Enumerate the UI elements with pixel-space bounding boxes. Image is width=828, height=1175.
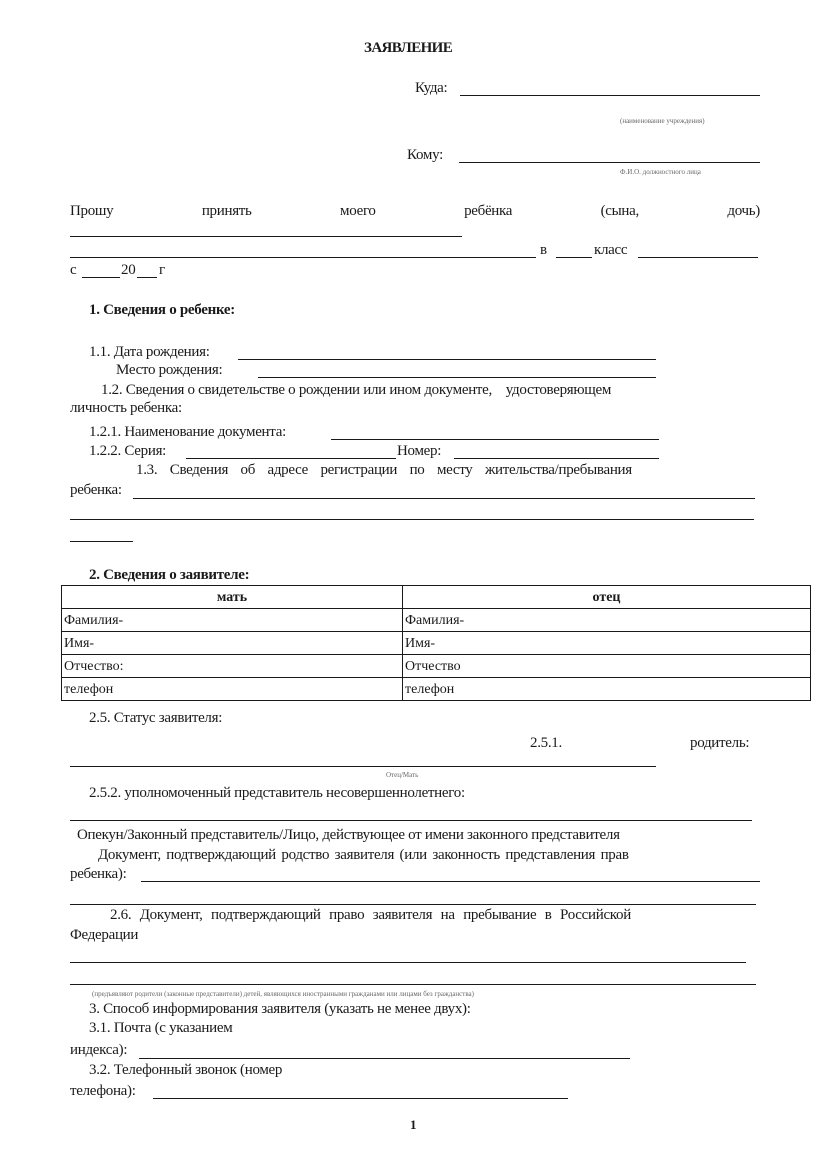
child-name-field-2[interactable] (70, 257, 536, 258)
doc-info-line2: личность ребенка: (70, 400, 182, 416)
section3-heading: 3. Способ информирования заявителя (указать не менее двух): (89, 1001, 471, 1017)
status-label: 2.5. Статус заявителя: (89, 710, 223, 726)
request-word: ребёнка (464, 203, 513, 219)
request-word: (сына, (600, 203, 639, 219)
residence-doc-line2: Федерации (70, 927, 139, 943)
doc-name-field[interactable] (331, 439, 659, 440)
address-line2: ребенка: (70, 482, 122, 498)
column-header-mother: мать (62, 586, 403, 609)
class-number-field[interactable] (556, 257, 592, 258)
request-word: дочь) (727, 203, 760, 219)
class-letter-field[interactable] (638, 257, 758, 258)
father-phone-cell[interactable]: телефон (403, 678, 811, 701)
father-patronymic-cell[interactable]: Отчество (403, 655, 811, 678)
year-field[interactable] (137, 277, 157, 278)
column-header-father: отец (403, 586, 811, 609)
from-label: с (70, 262, 77, 278)
table-header-row (62, 586, 811, 609)
section1-heading: 1. Сведения о ребенке: (89, 302, 235, 318)
series-field[interactable] (186, 458, 396, 459)
table-row (62, 678, 811, 701)
kinship-doc-field-1[interactable] (141, 881, 760, 882)
document-title: ЗАЯВЛЕНИЕ (364, 40, 453, 56)
mail-line2: индекса): (70, 1042, 128, 1058)
address-field-2[interactable] (70, 519, 754, 520)
table-row (62, 632, 811, 655)
residence-doc-field-1[interactable] (70, 962, 746, 963)
to-caption: (наименование учреждения) (620, 117, 705, 125)
kinship-doc-line2: ребенка): (70, 866, 127, 882)
birth-place-label: Место рождения: (116, 362, 223, 378)
phone-field[interactable] (153, 1098, 568, 1099)
mother-surname-cell[interactable]: Фамилия- (62, 609, 403, 632)
kinship-doc-line1: Документ, подтверждающий родство заявителя (или законность представления прав (98, 847, 629, 863)
whom-label: Кому: (407, 147, 443, 163)
mail-field[interactable] (139, 1058, 630, 1059)
table-row (62, 655, 811, 678)
in-label: в (540, 242, 547, 258)
to-field[interactable] (460, 95, 760, 96)
father-surname-cell[interactable]: Фамилия- (403, 609, 811, 632)
address-field-3[interactable] (70, 541, 133, 542)
representative-label: 2.5.2. уполномоченный представитель несовершеннолетнего: (89, 785, 465, 801)
address-field-1[interactable] (133, 498, 755, 499)
residence-doc-field-2[interactable] (70, 984, 756, 985)
request-word: Прошу (70, 203, 114, 219)
mail-line1: 3.1. Почта (с указанием (89, 1020, 233, 1036)
number-label: Номер: (397, 443, 442, 459)
doc-info-line1: 1.2. Сведения о свидетельстве о рождении или ином документе, удостоверяющем (101, 382, 612, 398)
year-label: 20 (121, 262, 136, 278)
table-row (62, 609, 811, 632)
parent-caption: Отец/Мать (386, 771, 419, 779)
representative-field[interactable] (70, 820, 752, 821)
from-date-field[interactable] (82, 277, 120, 278)
child-name-field[interactable] (70, 236, 462, 237)
section2-heading: 2. Сведения о заявителе: (89, 567, 250, 583)
father-name-cell[interactable]: Имя- (403, 632, 811, 655)
series-label: 1.2.2. Серия: (89, 443, 167, 459)
whom-caption: Ф.И.О. должностного лица (620, 168, 701, 176)
to-label: Куда: (415, 80, 448, 96)
birth-date-label: 1.1. Дата рождения: (89, 344, 210, 360)
applicant-table (61, 585, 811, 701)
request-line (70, 203, 760, 220)
number-field[interactable] (454, 458, 659, 459)
year-suffix: г (159, 262, 165, 278)
residence-caption: (предъявляют родители (законные представители) детей, являющихся иностранными гражданами или лицами без гражданства) (92, 990, 474, 998)
parent-label: родитель: (690, 735, 750, 751)
phone-line1: 3.2. Телефонный звонок (номер (89, 1062, 283, 1078)
request-word: принять (201, 203, 252, 219)
kinship-doc-field-2[interactable] (70, 904, 756, 905)
birth-place-field[interactable] (258, 377, 656, 378)
class-label: класс (594, 242, 628, 258)
mother-patronymic-cell[interactable]: Отчество: (62, 655, 403, 678)
representative-caption: Опекун/Законный представитель/Лицо, действующее от имени законного представителя (77, 827, 620, 843)
phone-line2: телефона): (70, 1083, 136, 1099)
residence-doc-line1: 2.6. Документ, подтверждающий право заявителя на пребывание в Российской (110, 907, 631, 923)
address-line1: 1.3. Сведения об адресе регистрации по месту жительства/пребывания (136, 462, 632, 478)
parent-number: 2.5.1. (530, 735, 562, 751)
mother-name-cell[interactable]: Имя- (62, 632, 403, 655)
request-word: моего (340, 203, 376, 219)
page-number: 1 (410, 1117, 417, 1132)
birth-date-field[interactable] (238, 359, 656, 360)
whom-field[interactable] (459, 162, 760, 163)
parent-field[interactable] (70, 766, 656, 767)
doc-name-label: 1.2.1. Наименование документа: (89, 424, 286, 440)
mother-phone-cell[interactable]: телефон (62, 678, 403, 701)
